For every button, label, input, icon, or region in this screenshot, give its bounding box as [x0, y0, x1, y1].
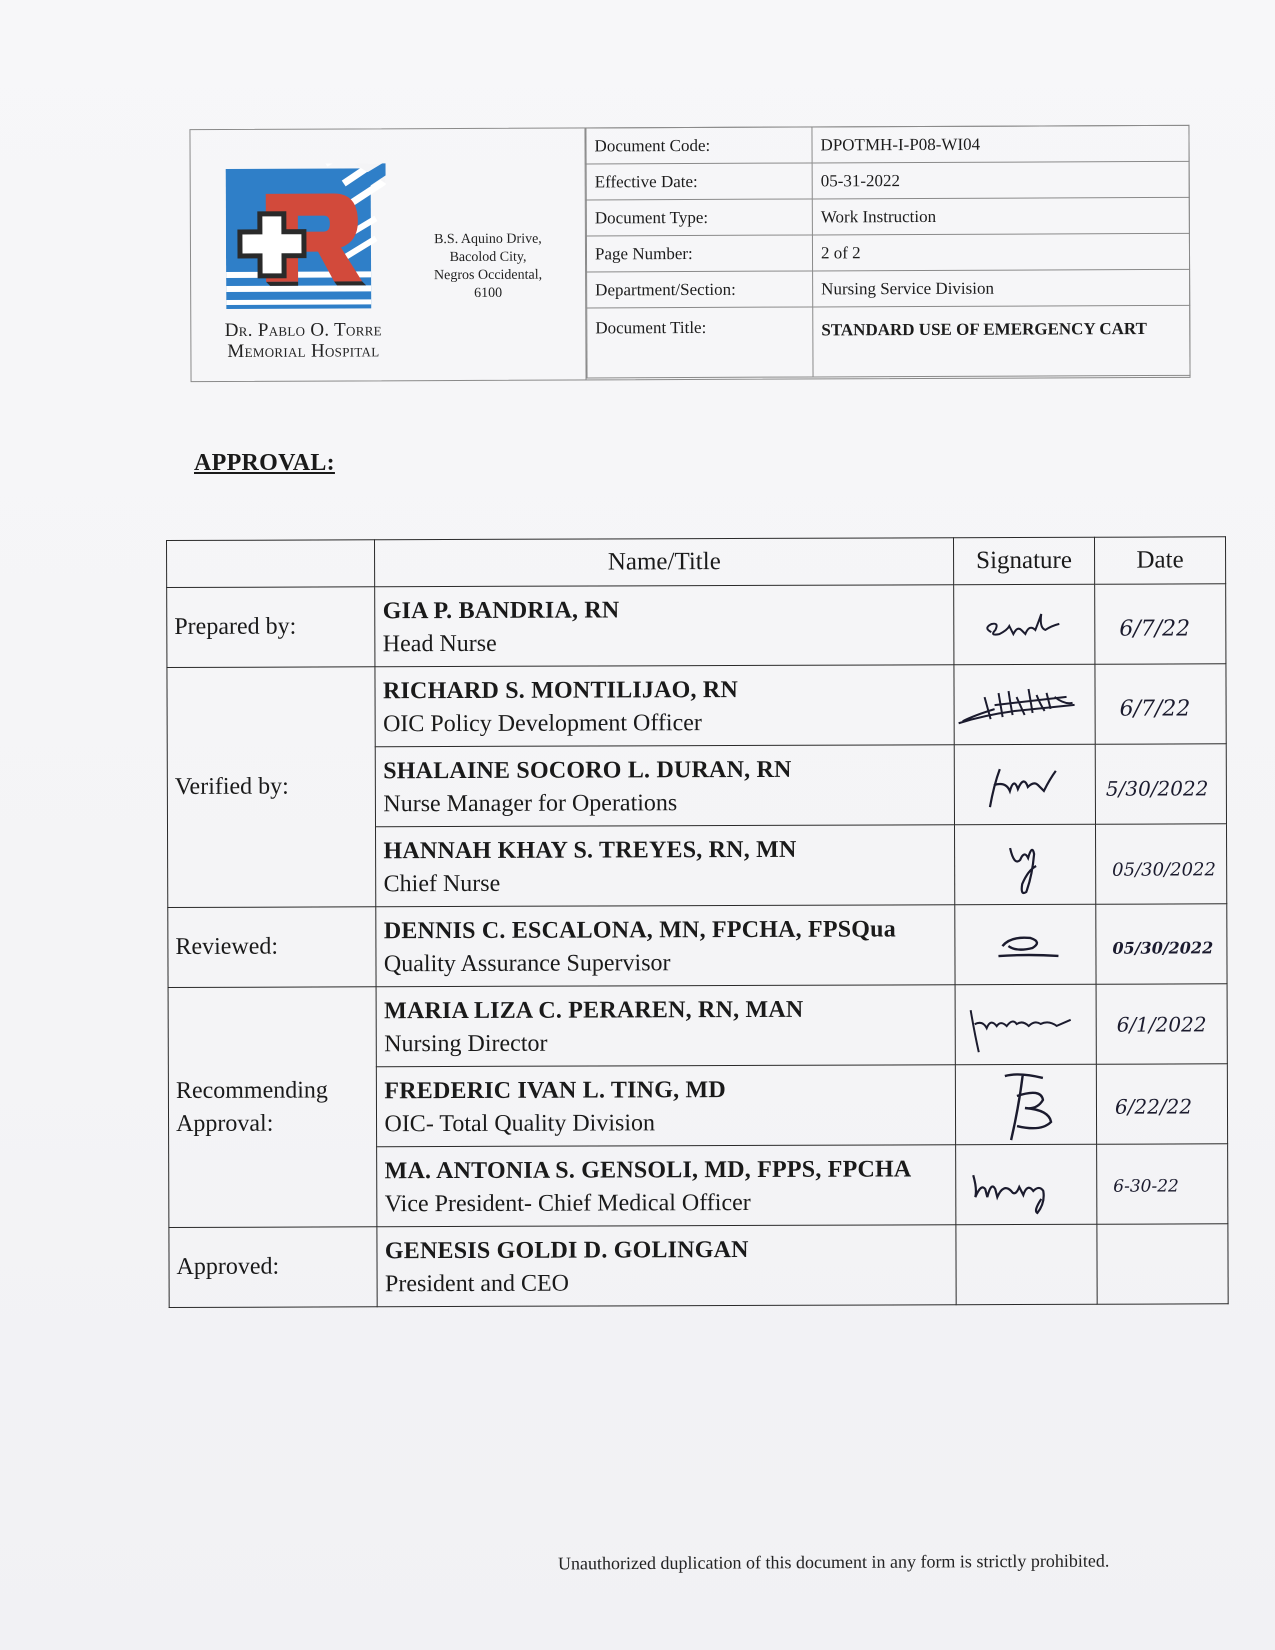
- hospital-address: B.S. Aquino Drive, Bacolod City, Negros Occidental, 6100: [434, 231, 543, 301]
- info-row-document-type: Document Type: Work Instruction: [586, 197, 1189, 236]
- person-name: RICHARD S. MONTILIJAO, RN: [382, 676, 739, 704]
- svg-text:05/30/2022: 05/30/2022: [1112, 937, 1214, 958]
- signature: [954, 744, 1095, 824]
- signature-date: [1096, 1064, 1227, 1144]
- info-row-document-title: Document Title: STANDARD USE OF EMERGENCY CART: [587, 305, 1190, 378]
- hospital-name: Dr. Pablo O. Torre Memorial Hospital: [224, 319, 382, 363]
- hospital-cross-r-logo-icon: [226, 163, 387, 314]
- role-reviewed: Reviewed:: [168, 907, 377, 988]
- signature-date: [1095, 584, 1226, 664]
- document-title-value: STANDARD USE OF EMERGENCY CART: [813, 305, 1190, 377]
- approval-table: [166, 536, 1229, 1308]
- svg-text:05/30/2022: 05/30/2022: [1112, 858, 1216, 881]
- person-name: GIA P. BANDRIA, RN: [382, 596, 620, 624]
- department-value: Nursing Service Division: [813, 269, 1190, 307]
- person-name: GENESIS GOLDI D. GOLINGAN: [384, 1236, 749, 1264]
- info-row-document-code: Document Code: DPOTMH-I-P08-WI04: [586, 125, 1189, 164]
- footer-notice: Unauthorized duplication of this document in any form is strictly prohibited.: [557, 1550, 1110, 1574]
- document-code-value: DPOTMH-I-P08-WI04: [812, 125, 1189, 163]
- signature: [954, 664, 1095, 744]
- signature-date: [1096, 904, 1227, 984]
- role-recommending: Recommending Approval:: [168, 987, 377, 1228]
- person-title: OIC- Total Quality Division: [384, 1109, 656, 1137]
- approval-header-row: [167, 537, 1226, 588]
- person-cell: [376, 905, 955, 987]
- svg-text:6/7/22: 6/7/22: [1119, 695, 1191, 722]
- svg-text:6-30-22: 6-30-22: [1113, 1175, 1179, 1197]
- role-approved: Approved:: [169, 1227, 378, 1308]
- person-name: FREDERIC IVAN L. TING, MD: [384, 1076, 726, 1104]
- person-cell: [377, 1225, 956, 1307]
- signature: [954, 584, 1095, 664]
- signature-date: [1095, 664, 1226, 744]
- header-name-title: Name/Title: [375, 538, 954, 587]
- signature-empty: [956, 1224, 1097, 1304]
- person-title: Quality Assurance Supervisor: [383, 949, 671, 977]
- signature-date-empty: [1097, 1224, 1228, 1304]
- person-cell: [376, 825, 955, 907]
- signature: [954, 824, 1095, 904]
- svg-text:6/22/22: 6/22/22: [1114, 1093, 1193, 1119]
- effective-date-value: 05-31-2022: [812, 161, 1189, 199]
- person-name: SHALAINE SOCORO L. DURAN, RN: [383, 756, 792, 784]
- person-name: DENNIS C. ESCALONA, MN, FPCHA, FPSQua: [383, 915, 896, 944]
- info-row-department: Department/Section: Nursing Service Division: [587, 269, 1190, 308]
- svg-text:6/1/2022: 6/1/2022: [1116, 1011, 1207, 1037]
- person-title: Head Nurse: [382, 630, 497, 657]
- person-cell: [375, 665, 954, 747]
- person-title: Nursing Director: [384, 1030, 548, 1057]
- person-cell: [377, 1065, 956, 1147]
- signature-date: [1096, 984, 1227, 1064]
- person-title: Chief Nurse: [383, 870, 501, 897]
- header-signature: Signature: [953, 537, 1094, 584]
- person-name: MARIA LIZA C. PERAREN, RN, MAN: [384, 996, 804, 1024]
- signature: [955, 1064, 1096, 1144]
- approval-row: [169, 1224, 1228, 1308]
- svg-text:6/7/22: 6/7/22: [1119, 615, 1191, 642]
- person-name: HANNAH KHAY S. TREYES, RN, MN: [383, 836, 797, 864]
- header-date: Date: [1094, 537, 1225, 584]
- logo-cell: [190, 128, 586, 381]
- person-cell: [376, 985, 955, 1067]
- approval-heading: APPROVAL:: [194, 450, 335, 476]
- approval-row: [167, 664, 1226, 748]
- role-prepared: Prepared by:: [167, 587, 376, 668]
- signature: [955, 904, 1096, 984]
- approval-row: [168, 904, 1227, 988]
- signature-date: [1095, 824, 1226, 904]
- person-cell: [376, 745, 955, 827]
- role-verified: Verified by:: [167, 667, 376, 908]
- signature: [956, 1144, 1097, 1224]
- approval-row: [168, 984, 1227, 1068]
- person-name: MA. ANTONIA S. GENSOLI, MD, FPPS, FPCHA: [384, 1155, 912, 1184]
- person-title: OIC Policy Development Officer: [383, 709, 702, 737]
- approval-row: [167, 584, 1226, 668]
- document-header: [189, 125, 1190, 382]
- header-role: [167, 540, 376, 588]
- page-number-value: 2 of 2: [812, 233, 1189, 271]
- person-cell: [375, 585, 954, 667]
- document-type-value: Work Instruction: [812, 197, 1189, 235]
- info-row-effective-date: Effective Date: 05-31-2022: [586, 161, 1189, 200]
- person-cell: [377, 1145, 956, 1227]
- signature-date: [1095, 744, 1226, 824]
- info-row-page-number: Page Number: 2 of 2: [586, 233, 1189, 272]
- person-title: President and CEO: [384, 1270, 570, 1297]
- signature-date: [1097, 1144, 1228, 1224]
- signature: [955, 984, 1096, 1064]
- svg-text:5/30/2022: 5/30/2022: [1105, 775, 1209, 801]
- person-title: Vice President- Chief Medical Officer: [384, 1189, 751, 1217]
- document-info-table: [585, 125, 1190, 379]
- person-title: Nurse Manager for Operations: [383, 789, 678, 817]
